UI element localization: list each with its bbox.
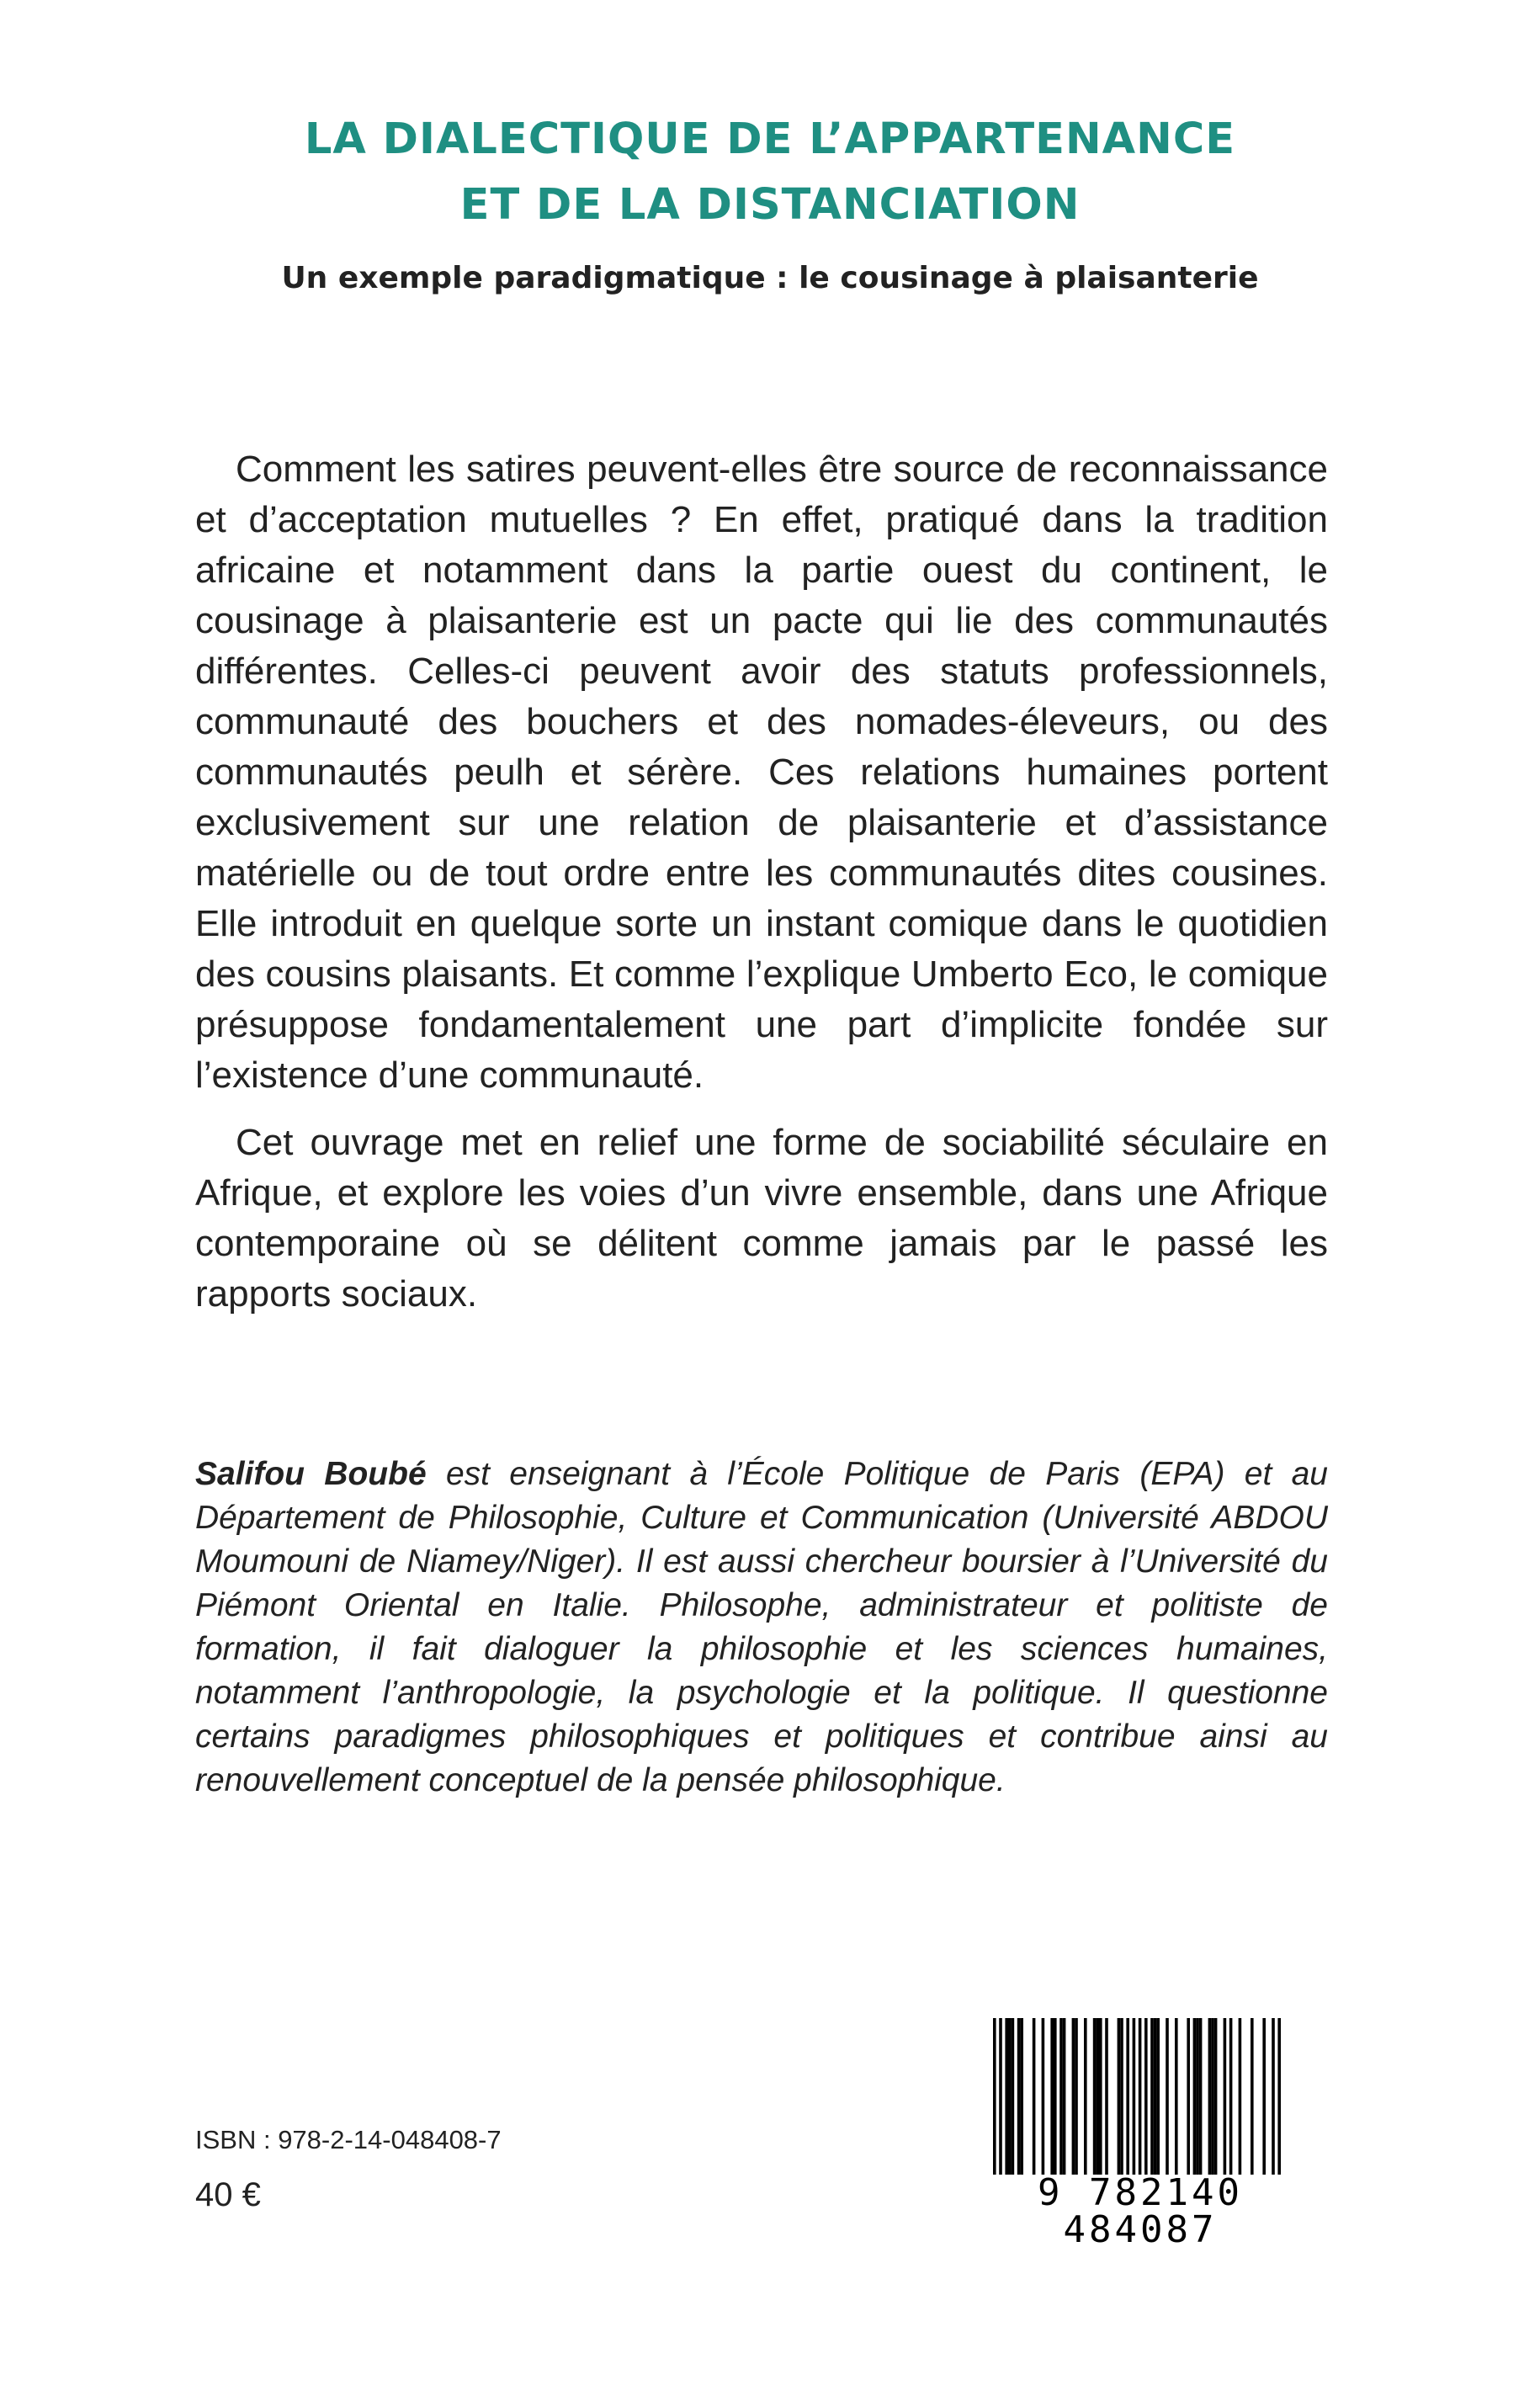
barcode-bar (1199, 2018, 1203, 2186)
barcode-bar (1017, 2018, 1021, 2186)
barcode-bar (1154, 2018, 1157, 2186)
isbn: ISBN : 978-2-14-048408-7 (195, 2125, 502, 2154)
barcode-bar (1193, 2018, 1197, 2186)
barcode-bar (1084, 2018, 1087, 2186)
barcode-bar (1072, 2018, 1075, 2186)
barcode-bar (1208, 2018, 1212, 2186)
barcode-bar (1118, 2018, 1121, 2186)
barcode-bar (1150, 2018, 1154, 2186)
barcode-bar (1196, 2018, 1199, 2186)
author-bio-text: est enseignant à l’École Politique de Paris (EPA) et au Département de Philosophie, Culture et Communication (Université ABDOU Moumouni de Niamey/Niger). Il est aussi chercheur boursier à l’Université du Piémont Oriental en Italie. Philosophe, administrateur et politiste de formation, il fait dialoguer la philosophie et les sciences humaines, notamment l’anthropologie, la psychologie et la politique. Il questionne certains paradigmes philosophiques et politiques et contribue ainsi au renouvellement conceptuel de la pensée philosophique. (195, 1456, 1328, 1798)
back-cover-blurb (195, 444, 1328, 1336)
barcode-bar (1093, 2018, 1097, 2186)
barcode-bar (1096, 2018, 1099, 2186)
barcode-bar (1126, 2018, 1129, 2186)
barcode-bar (1229, 2018, 1233, 2186)
barcode-bar (1211, 2018, 1214, 2186)
barcode-bar (1050, 2018, 1054, 2186)
barcode-bar (1054, 2018, 1057, 2186)
barcode-bar (1005, 2018, 1008, 2186)
barcode-bar (1042, 2018, 1045, 2186)
barcode-bar (1059, 2018, 1063, 2186)
barcode-bar (1099, 2018, 1102, 2186)
barcode-bar (1251, 2018, 1254, 2186)
barcode-digits: 9 782140 484087 (968, 2175, 1313, 2249)
barcode-bar (1214, 2018, 1218, 2186)
barcode-bar (1033, 2018, 1036, 2186)
barcode-bar (1239, 2018, 1242, 2186)
author-name: Salifou Boubé (195, 1456, 427, 1492)
book-title-line-1: LA DIALECTIQUE DE L’APPARTENANCE (304, 114, 1236, 164)
barcode-bar (1224, 2018, 1227, 2186)
barcode-bar (1262, 2018, 1266, 2186)
barcode-bar (1020, 2018, 1023, 2186)
barcode-bar (1166, 2018, 1169, 2186)
barcode-bar (1120, 2018, 1123, 2186)
barcode-bar (1105, 2018, 1108, 2186)
blurb-paragraph-1: Comment les satires peuvent-elles être source de reconnaissance et d’acceptation mutuelles ? En effet, pratiqué dans la tradition africaine et notamment dans la partie ouest du continent, le cousinage à plaisanterie est un pacte qui lie des communautés différentes. Celles-ci peuvent avoir des statuts professionnels, communauté des bouchers et des nomades-éleveurs, ou des communautés peulh et sérère. Ces relations humaines portent exclusivement sur une relation de plaisanterie et d’assistance matérielle ou de tout ordre entre les communautés dites cousines. Elle introduit en quelque sorte un instant comique dans le quotidien des cousins plaisants. Et comme l’explique Umberto Eco, le comique présuppose fondamentalement une part d’implicite fondée sur l’existence d’une communauté. (195, 449, 1328, 1096)
barcode-bar (1156, 2018, 1160, 2186)
barcode-bar (1012, 2018, 1015, 2186)
barcode-bar (1187, 2018, 1190, 2186)
blurb-paragraph-2: Cet ouvrage met en relief une forme de sociabilité séculaire en Afrique, et explore les voies d’un vivre ensemble, dans une Afrique contemporaine où se délitent comme jamais par le passé les rapports sociaux. (195, 1122, 1328, 1315)
price: 40 € (195, 2176, 261, 2213)
book-subtitle: Un exemple paradigmatique : le cousinage à plaisanterie (281, 261, 1259, 295)
barcode-bar (1063, 2018, 1066, 2186)
barcode-bar (1075, 2018, 1078, 2186)
barcode-bar (1008, 2018, 1012, 2186)
book-title-line-2: ET DE LA DISTANCIATION (459, 180, 1081, 230)
barcode-bar (1175, 2018, 1178, 2186)
author-biography (195, 1453, 1328, 1803)
barcode-bar (1144, 2018, 1148, 2186)
